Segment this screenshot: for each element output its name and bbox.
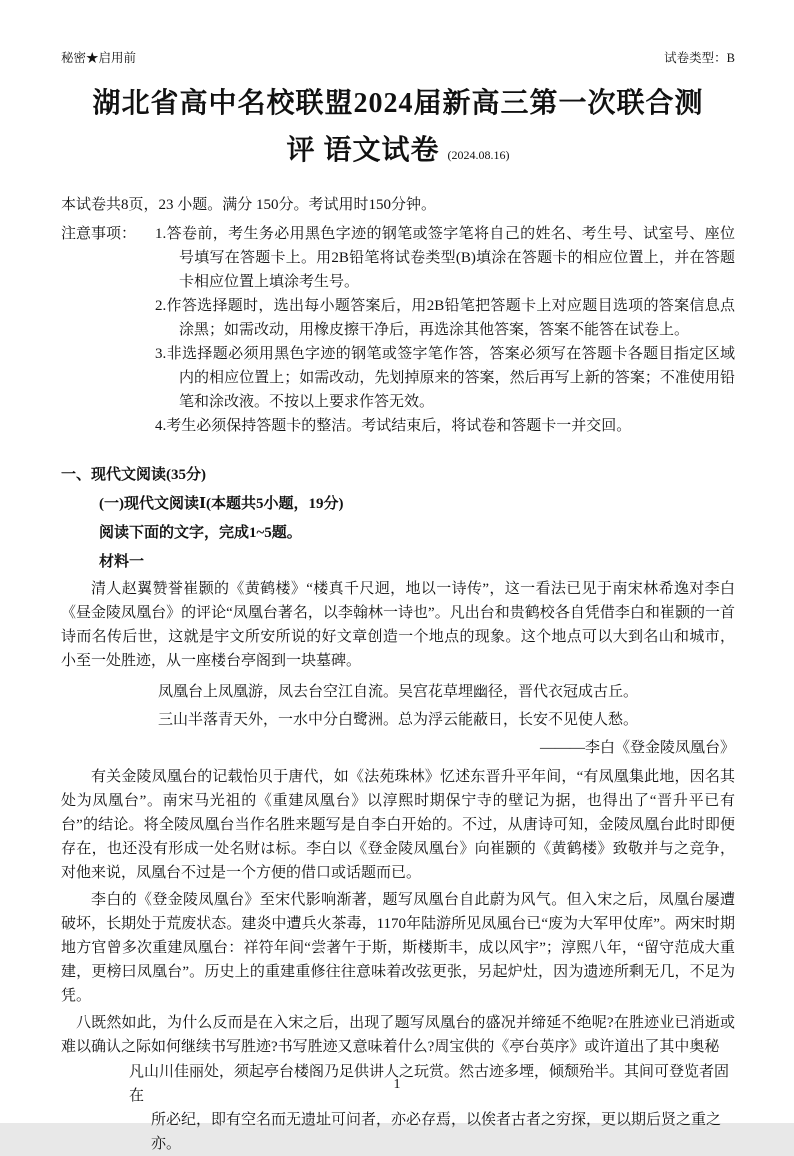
material-paragraph-4: 八既然如此，为什么反而是在入宋之后，出现了题写凤凰台的盛况并缔延不绝呢?在胜迹业已消逝或难以确认之际如何继续书写胜迹?书写胜迹又意味着什么?周宝供的《亭台英序》或许道出了其中奥秘 [61,1015,735,1055]
page-header [61,50,735,66]
notice-item: 3.非选择题必须用黑色字迹的钢笔或签字笔作答，答案必须写在答题卡各题目指定区域内的相应位置上；如需改动，先划掉原来的答案，然后再写上新的答案；不准使用铅笔和涂改液。不按以上要求作答无效。 [155,346,735,410]
poem-attribution: ———李白《登金陵凤凰台》 [539,740,735,756]
notice-section [61,222,735,438]
notice-item: 1.答卷前，考生务必用黑色字迹的钢笔或签字笔将自己的姓名、考生号、试室号、座位号填写在答题卡上。用2B铅笔将试卷类型(B)填涂在答题卡的相应位置上，并在答题卡相应位置上填涂考生号。 [155,226,735,290]
material-paragraph-1: 清人赵翼赞誉崔颢的《黄鹤楼》“楼真千尺迥，地以一诗传”，这一看法已见于南宋林希逸对李白《昼金陵凤凰台》的评论“凤凰台著名，以李翰林一诗也”。凡出台和贵鹤校各自凭借李白和崔颢的一首诗而名传后世，这就是宇文所安所说的好文章创造一个地点的现象。这个地点可以大到名山和城市，小至一处胜迹，从一座楼台亭阁到一块墓碑。 [61,581,735,669]
section-heading: 一、现代文阅读(35分) [61,467,206,483]
page-number: 1 [393,1077,401,1092]
material-one-label: 材料一 [99,554,145,570]
poem-block [61,678,735,762]
notice-label: 注意事项： [61,226,137,242]
quote-line-2: 所必纪，即有空名而无遗址可问者，亦必存焉，以俟者古者之穷探，更以期后贤之重之亦。 [151,1112,722,1152]
notice-item: 4.考生必须保持答题卡的整洁。考试结束后，将试卷和答题卡一并交回。 [155,418,632,434]
poem-line-2: 三山半落青天外，一水中分白鹭洲。总为浮云能蔽日，长安不见使人愁。 [157,712,638,728]
security-label: 秘密★启用前 [61,51,137,65]
poem-line-1: 凤凰台上凤凰游，凤去台空江自流。吴宫花草埋幽径，晋代衣冠成古丘。 [157,684,638,700]
paper-subject-title: 评 语文试卷 [286,135,440,166]
exam-date: (2024.08.16) [447,148,510,162]
notice-items [61,222,735,438]
reading-instruction: 阅读下面的文字，完成1~5题。 [99,525,302,541]
paper-title-line-1: 湖北省高中名校联盟2024届新高三第一次联合测 [92,88,704,119]
notice-item: 2.作答选择题时，选出每小题答案后，用2B铅笔把答题卡上对应题目选项的答案信息点涂黑；如需改动，用橡皮擦干净后，再选涂其他答案，答案不能答在试卷上。 [155,298,735,338]
subsection-heading: (一)现代文阅读Ⅰ(本题共5小题，19分) [99,496,344,512]
paper-info: 本试卷共8页，23 小题。满分 150分。考试用时150分钟。 [61,197,437,213]
quote-line-1: 凡山川佳丽处，须起亭台楼阁乃足供讲人之玩赏。然古迹多堙，倾颓殆半。其间可登览者固在 [129,1064,730,1104]
paper-type-label: 试卷类型：B [664,51,735,65]
paper-title [61,80,735,179]
paper-title-line-2 [61,127,735,179]
material-paragraph-2: 有关金陵凤凰台的记载怡贝于唐代，如《法苑珠林》忆述东晋升平年间，“有凤凰集此地，因名其处为凤凰台”。南宋马光祖的《重建凤凰台》以淳熙时期保宁寺的壁记为据，也得出了“晋升平已有台”的结论。将全陵凤凰台当作名胜来题写是自李白开始的。不过，从唐诗可知，金陵凤凰台此时即便存在，也还没有形成一处名财は标。李白以《登金陵凤凰台》向崔颢的《黄鹤楼》致敬并与之竞争，对他来说，凤凰台不过是一个方便的借口或话题而已。 [61,769,735,881]
material-paragraph-3: 李白的《登金陵凤凰台》至宋代影响渐著，题写凤凰台自此蔚为风气。但入宋之后，凤凰台屡遭破坏，长期处于荒废状态。建炎中遭兵火茶毒，1170年陆游所见凤風台已“废为大军甲仗库”。两宋时期地方官曾多次重建凤凰台：祥符年间“尝著午于斯，斯楼斯丰，成以风宇”；淳熙八年，“留守范成大重建，更榜曰凤凰台”。历史上的重建重修往往意味着改弦更张，另起炉灶，因为遗迹所剩无几，不足为凭。 [61,892,735,1004]
